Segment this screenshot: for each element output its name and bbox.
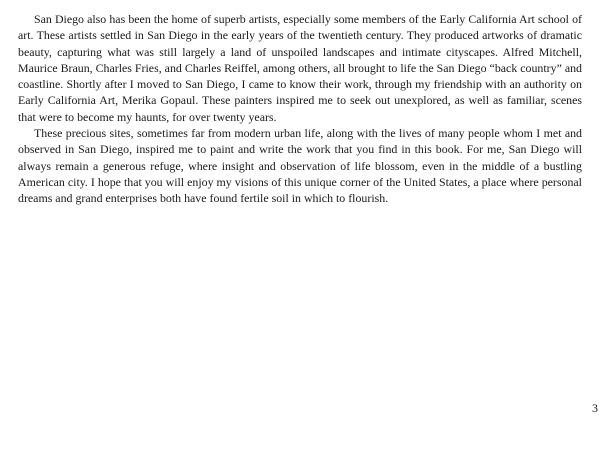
body-text (18, 11, 582, 207)
paragraph-precious-sites: These precious sites, sometimes far from modern urban life, along with the lives of many people whom I met and observed in San Diego, inspired me to paint and write the work that you find in this book. For me, San Diego will always remain a generous refuge, where insight and observation of life blossom, even in the middle of a bustling American city. I hope that you will enjoy my visions of this unique corner of the United States, a place where personal dreams and grand enterprises both have found fertile soil in which to flourish. (18, 126, 582, 206)
paragraph-artists: San Diego also has been the home of superb artists, especially some members of the Early California Art school of art. These artists settled in San Diego in the early years of the twentieth century. They produced artworks of dramatic beauty, capturing what was still largely a land of unspoiled landscapes and intimate cityscapes. Alfred Mitchell, Maurice Braun, Charles Fries, and Charles Reiffel, among others, all brought to life the San Diego “back country” and coastline. Shortly after I moved to San Diego, I came to know their work, through my friendship with an authority on Early California Art, Merika Gopaul. These painters inspired me to seek out unexplored, as well as familiar, scenes that were to become my haunts, for over twenty years. (18, 12, 582, 124)
page-number: 3 (592, 401, 598, 415)
